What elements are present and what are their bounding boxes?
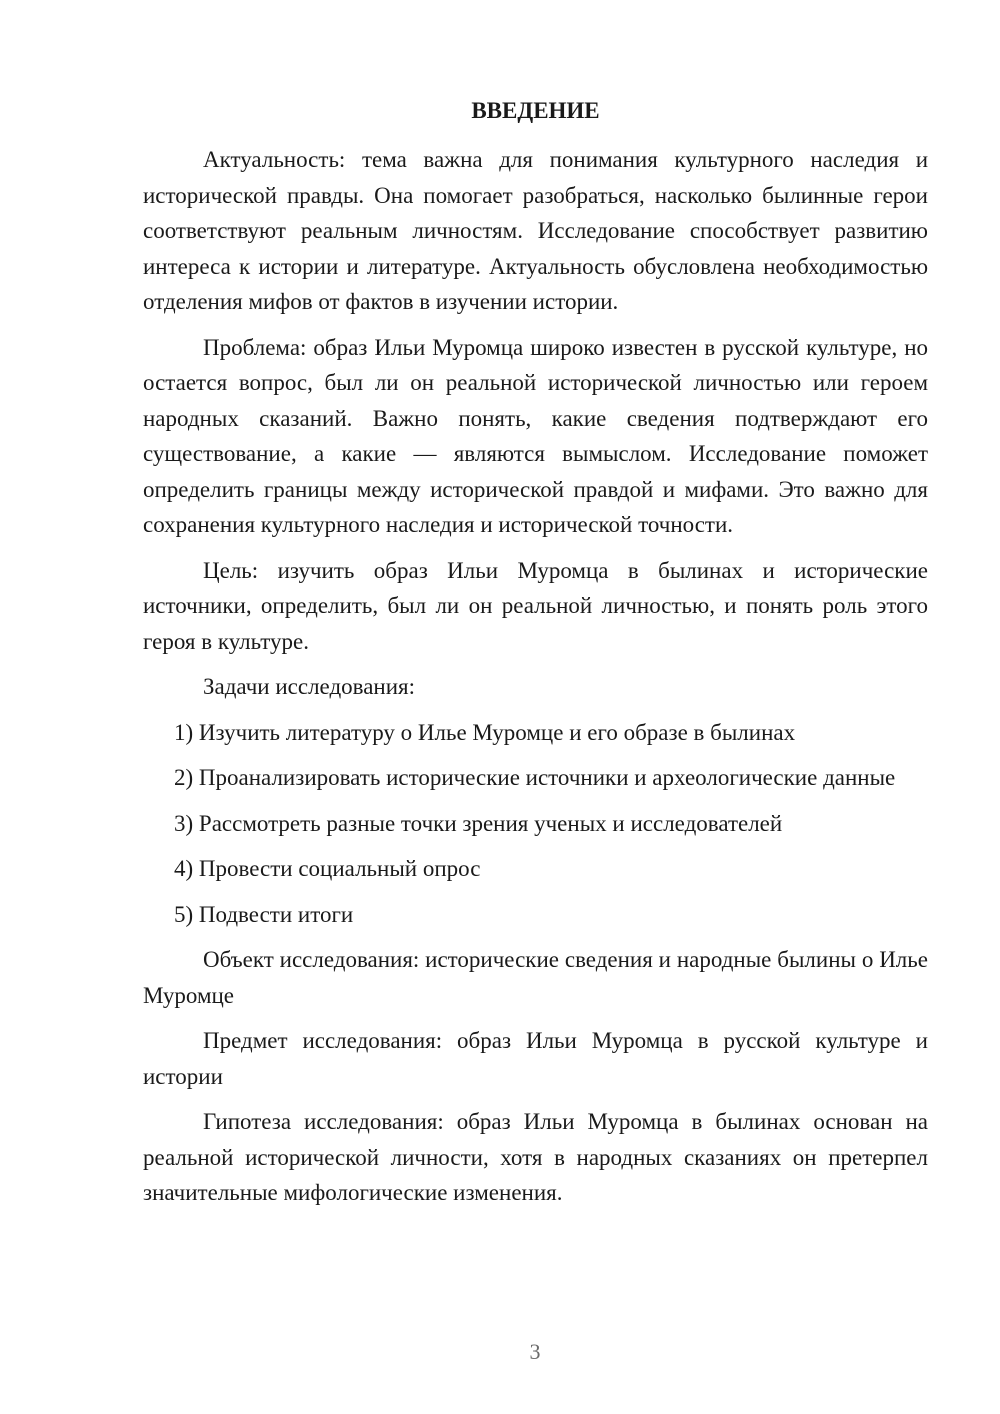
task-item: 5) Подвести итоги: [174, 901, 354, 927]
section-heading: ВВЕДЕНИЕ: [471, 98, 600, 123]
task-item: 1) Изучить литературу о Илье Муромце и его образе в былинах: [174, 719, 796, 745]
subject-paragraph: Предмет исследования: образ Ильи Муромца в русской культуре и истории: [143, 1028, 928, 1089]
goal-paragraph: Цель: изучить образ Ильи Муромца в былинах и исторические источники, определить, был ли он реальной личностью, и понять роль этого героя в культуре.: [143, 557, 928, 654]
object-paragraph: Объект исследования: исторические сведения и народные былины о Илье Муромце: [143, 947, 928, 1008]
page-number: 3: [529, 1339, 541, 1364]
relevance-paragraph: Актуальность: тема важна для понимания культурного наследия и исторической правды. Она помогает разобраться, насколько былинные герои соответствуют реальным личностям. Исследование способствует развитию интереса к истории и литературе. Актуальность обусловлена необходимостью отделения мифов от фактов в изучении истории.: [143, 147, 928, 314]
hypothesis-paragraph: Гипотеза исследования: образ Ильи Муромца в былинах основан на реальной исторической личности, хотя в народных сказаниях он претерпел значительные мифологические изменения.: [143, 1109, 928, 1205]
task-item: 4) Провести социальный опрос: [174, 856, 481, 881]
task-item: 2) Проанализировать исторические источники и археологические данные: [174, 765, 896, 790]
task-item: 3) Рассмотреть разные точки зрения ученых и исследователей: [174, 810, 783, 836]
document-body: [143, 92, 928, 1221]
problem-paragraph: Проблема: образ Ильи Муромца широко известен в русской культуре, но остается вопрос, был ли он реальной исторической личностью или героем народных сказаний. Важно понять, какие сведения подтверждают его существование, а какие — являются вымыслом. Исследование поможет определить границы между исторической правдой и мифами. Это важно для сохранения культурного наследия и исторической точности.: [143, 334, 928, 537]
tasks-label: Задачи исследования:: [203, 674, 416, 699]
